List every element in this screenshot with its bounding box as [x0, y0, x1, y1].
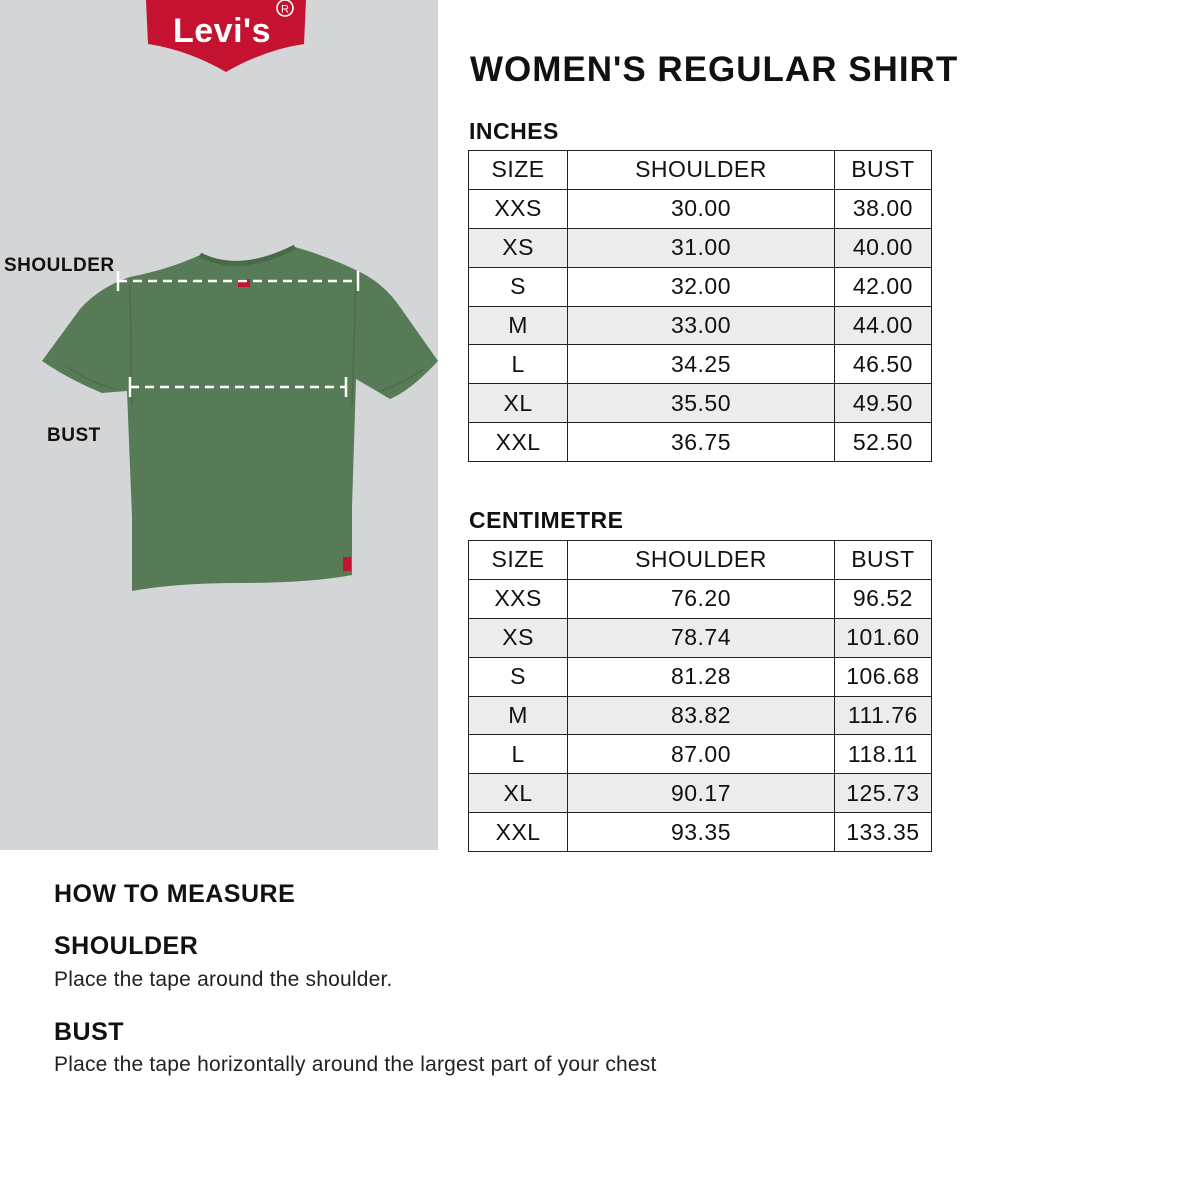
table-header-row: [469, 541, 932, 580]
shoulder-cell: 36.75: [568, 423, 835, 462]
logo-text: Levi's: [172, 12, 272, 50]
page-title: WOMEN'S REGULAR SHIRT: [470, 50, 959, 89]
table-row: [469, 657, 932, 696]
shirt-diagram: [40, 245, 440, 595]
svg-text:R: R: [281, 3, 289, 16]
bust-cell: 49.50: [834, 384, 931, 423]
bust-cell: 40.00: [834, 228, 931, 267]
shoulder-cell: 33.00: [568, 306, 835, 345]
shoulder-instructions: Place the tape around the shoulder.: [54, 968, 393, 991]
bust-label: BUST: [47, 425, 101, 446]
table-row: [469, 774, 932, 813]
header-shoulder: SHOULDER: [568, 151, 835, 190]
shoulder-cell: 31.00: [568, 228, 835, 267]
table-row: [469, 384, 932, 423]
levis-logo: [146, 0, 306, 72]
size-cell: XS: [469, 618, 568, 657]
table-row: [469, 813, 932, 852]
shoulder-cell: 78.74: [568, 618, 835, 657]
shoulder-cell: 76.20: [568, 579, 835, 618]
how-to-measure-heading: HOW TO MEASURE: [54, 880, 296, 908]
table-row: [469, 228, 932, 267]
shoulder-cell: 87.00: [568, 735, 835, 774]
header-shoulder: SHOULDER: [568, 541, 835, 580]
size-cell: XL: [469, 774, 568, 813]
shoulder-cell: 90.17: [568, 774, 835, 813]
bust-cell: 52.50: [834, 423, 931, 462]
bust-cell: 111.76: [834, 696, 931, 735]
table-row: [469, 579, 932, 618]
size-cell: XL: [469, 384, 568, 423]
table-row: [469, 618, 932, 657]
batwing-logo-icon: [146, 0, 306, 72]
size-cell: XXS: [469, 579, 568, 618]
shoulder-cell: 32.00: [568, 267, 835, 306]
table-row: [469, 189, 932, 228]
table-row: [469, 735, 932, 774]
bust-cell: 133.35: [834, 813, 931, 852]
shoulder-cell: 81.28: [568, 657, 835, 696]
shoulder-cell: 35.50: [568, 384, 835, 423]
header-bust: BUST: [834, 541, 931, 580]
bust-cell: 96.52: [834, 579, 931, 618]
t-shirt-icon: [40, 245, 440, 595]
size-cell: S: [469, 267, 568, 306]
bust-instructions: Place the tape horizontally around the largest part of your chest: [54, 1053, 657, 1076]
header-size: SIZE: [469, 541, 568, 580]
shoulder-cell: 93.35: [568, 813, 835, 852]
product-image-panel: [0, 0, 438, 850]
shoulder-label: SHOULDER: [4, 255, 115, 276]
size-cell: M: [469, 306, 568, 345]
size-cell: XXL: [469, 423, 568, 462]
table-row: [469, 423, 932, 462]
header-bust: BUST: [834, 151, 931, 190]
shoulder-cell: 34.25: [568, 345, 835, 384]
header-size: SIZE: [469, 151, 568, 190]
centimetre-size-table: [468, 540, 932, 852]
size-cell: XS: [469, 228, 568, 267]
inches-size-table: [468, 150, 932, 462]
size-cell: XXL: [469, 813, 568, 852]
shoulder-cell: 83.82: [568, 696, 835, 735]
bust-heading: BUST: [54, 1018, 125, 1046]
shoulder-cell: 30.00: [568, 189, 835, 228]
size-cell: S: [469, 657, 568, 696]
size-cell: XXS: [469, 189, 568, 228]
bust-cell: 38.00: [834, 189, 931, 228]
bust-cell: 125.73: [834, 774, 931, 813]
bust-cell: 44.00: [834, 306, 931, 345]
bust-cell: 118.11: [834, 735, 931, 774]
bust-cell: 46.50: [834, 345, 931, 384]
table-row: [469, 696, 932, 735]
size-cell: L: [469, 345, 568, 384]
bust-cell: 101.60: [834, 618, 931, 657]
shoulder-heading: SHOULDER: [54, 932, 199, 960]
table-row: [469, 267, 932, 306]
table-row: [469, 345, 932, 384]
size-cell: M: [469, 696, 568, 735]
centimetre-caption: CENTIMETRE: [469, 507, 624, 533]
bust-cell: 42.00: [834, 267, 931, 306]
inches-caption: INCHES: [469, 118, 559, 144]
table-header-row: [469, 151, 932, 190]
size-cell: L: [469, 735, 568, 774]
table-row: [469, 306, 932, 345]
bust-cell: 106.68: [834, 657, 931, 696]
